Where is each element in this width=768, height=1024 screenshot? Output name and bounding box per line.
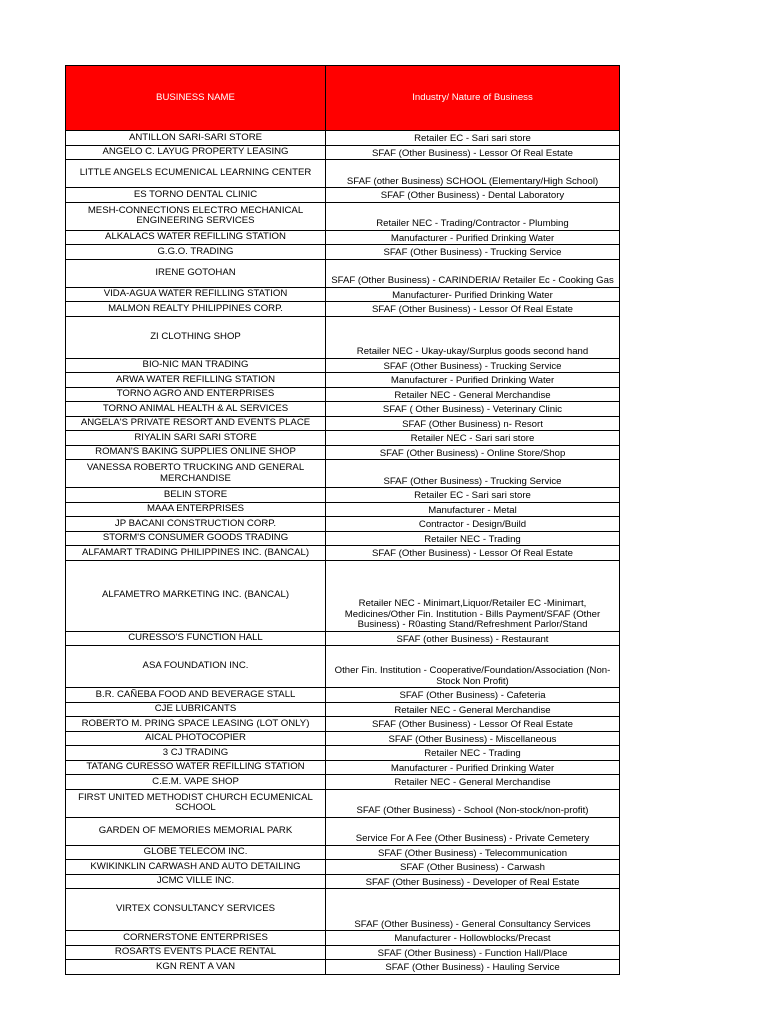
business-name-cell: ALKALACS WATER REFILLING STATION (66, 230, 326, 245)
table-row (66, 188, 620, 203)
business-name-cell: KGN RENT A VAN (66, 960, 326, 975)
industry-cell: SFAF (Other Business) - Cafeteria (326, 688, 620, 703)
industry-cell: SFAF (Other Business) - Online Store/Shop (326, 445, 620, 460)
business-name-cell: MESH-CONNECTIONS ELECTRO MECHANICAL ENGINEERING SERVICES (66, 202, 326, 230)
industry-cell: SFAF (Other Business) - General Consultancy Services (326, 889, 620, 931)
industry-cell: SFAF (Other Business) - Hauling Service (326, 960, 620, 975)
table-row (66, 702, 620, 717)
business-name-cell: ASA FOUNDATION INC. (66, 646, 326, 688)
table-row (66, 460, 620, 488)
business-name-cell: TORNO ANIMAL HEALTH & AL SERVICES (66, 402, 326, 417)
table-row (66, 387, 620, 402)
industry-cell: Retailer NEC - General Merchandise (326, 702, 620, 717)
table-row (66, 402, 620, 417)
industry-cell: Manufacturer - Metal (326, 502, 620, 517)
business-name-cell: CORNERSTONE ENTERPRISES (66, 931, 326, 946)
business-name-cell: LITTLE ANGELS ECUMENICAL LEARNING CENTER (66, 160, 326, 188)
table-row (66, 746, 620, 761)
industry-cell: Retailer NEC - Trading (326, 531, 620, 546)
table-row (66, 160, 620, 188)
business-name-cell: TORNO AGRO AND ENTERPRISES (66, 387, 326, 402)
business-name-cell: IRENE GOTOHAN (66, 259, 326, 287)
business-name-cell: MAAA ENTERPRISES (66, 502, 326, 517)
industry-cell: SFAF (Other Business) - Trucking Service (326, 460, 620, 488)
table-row (66, 517, 620, 532)
industry-cell: Retailer NEC - Minimart,Liquor/Retailer EC -Minimart, Medicines/Other Fin. Institution - Bills Payment/SFAF (Other Business) - R0asting Stand/Refreshment Parlor/Stand (326, 560, 620, 631)
business-name-cell: ALFAMART TRADING PHILIPPINES INC. (BANCAL) (66, 546, 326, 561)
business-name-cell: AICAL PHOTOCOPIER (66, 731, 326, 746)
business-name-cell: JP BACANI CONSTRUCTION CORP. (66, 517, 326, 532)
business-name-cell: ES TORNO DENTAL CLINIC (66, 188, 326, 203)
industry-cell: Other Fin. Institution - Cooperative/Foundation/Association (Non- Stock Non Profit) (326, 646, 620, 688)
table-row (66, 431, 620, 446)
table-row (66, 717, 620, 732)
table-row (66, 259, 620, 287)
table-row (66, 889, 620, 931)
business-name-cell: KWIKINKLIN CARWASH AND AUTO DETAILING (66, 860, 326, 875)
table-row (66, 358, 620, 373)
business-name-cell: ZI CLOTHING SHOP (66, 316, 326, 358)
table-row (66, 845, 620, 860)
industry-cell: SFAF (Other Business) - Miscellaneous (326, 731, 620, 746)
industry-cell: Retailer NEC - Ukay-ukay/Surplus goods second hand (326, 316, 620, 358)
business-name-cell: ROBERTO M. PRING SPACE LEASING (LOT ONLY) (66, 717, 326, 732)
table-row (66, 230, 620, 245)
industry-cell: SFAF (other Business) - Restaurant (326, 631, 620, 646)
table-row (66, 775, 620, 790)
business-name-cell: VIRTEX CONSULTANCY SERVICES (66, 889, 326, 931)
table-row (66, 245, 620, 260)
table-row (66, 445, 620, 460)
business-name-cell: ALFAMETRO MARKETING INC. (BANCAL) (66, 560, 326, 631)
business-name-cell: BIO-NIC MAN TRADING (66, 358, 326, 373)
industry-cell: Retailer NEC - Trading (326, 746, 620, 761)
table-row (66, 145, 620, 160)
table-row (66, 202, 620, 230)
header-business-name: BUSINESS NAME (66, 66, 326, 131)
table-row (66, 316, 620, 358)
industry-cell: Retailer EC - Sari sari store (326, 488, 620, 503)
table-row (66, 131, 620, 146)
table-row (66, 546, 620, 561)
industry-cell: SFAF (Other Business) - Function Hall/Place (326, 945, 620, 960)
industry-cell: Retailer NEC - Sari sari store (326, 431, 620, 446)
table-row (66, 860, 620, 875)
business-name-cell: 3 CJ TRADING (66, 746, 326, 761)
industry-cell: Retailer NEC - General Merchandise (326, 775, 620, 790)
industry-cell: SFAF (Other Business) - Developer of Real Estate (326, 874, 620, 889)
table-row (66, 945, 620, 960)
business-name-cell: ANGELA'S PRIVATE RESORT AND EVENTS PLACE (66, 416, 326, 431)
table-row (66, 646, 620, 688)
industry-cell: Manufacturer - Purified Drinking Water (326, 230, 620, 245)
industry-cell: SFAF (Other Business) - School (Non-stock/non-profit) (326, 789, 620, 817)
table-row (66, 760, 620, 775)
industry-cell: SFAF ( Other Business) - Veterinary Clinic (326, 402, 620, 417)
industry-cell: Manufacturer - Hollowblocks/Precast (326, 931, 620, 946)
header-row (66, 66, 620, 131)
table-row (66, 531, 620, 546)
business-name-cell: VIDA-AGUA WATER REFILLING STATION (66, 287, 326, 302)
business-name-cell: CURESSO'S FUNCTION HALL (66, 631, 326, 646)
industry-cell: SFAF (Other Business) - Telecommunication (326, 845, 620, 860)
table-row (66, 302, 620, 317)
table-row (66, 631, 620, 646)
industry-cell: Manufacturer - Purified Drinking Water (326, 373, 620, 388)
business-table (65, 65, 620, 975)
business-name-cell: GARDEN OF MEMORIES MEMORIAL PARK (66, 817, 326, 845)
business-name-cell: ROSARTS EVENTS PLACE RENTAL (66, 945, 326, 960)
business-name-cell: G.G.O. TRADING (66, 245, 326, 260)
business-name-cell: RIYALIN SARI SARI STORE (66, 431, 326, 446)
business-name-cell: ANGELO C. LAYUG PROPERTY LEASING (66, 145, 326, 160)
industry-cell: Manufacturer- Purified Drinking Water (326, 287, 620, 302)
industry-cell: SFAF (Other Business) - Lessor Of Real Estate (326, 145, 620, 160)
industry-cell: SFAF (Other Business) n- Resort (326, 416, 620, 431)
industry-cell: SFAF (Other Business) - Trucking Service (326, 358, 620, 373)
industry-cell: Retailer NEC - Trading/Contractor - Plumbing (326, 202, 620, 230)
business-name-cell: CJE LUBRICANTS (66, 702, 326, 717)
business-name-cell: STORM'S CONSUMER GOODS TRADING (66, 531, 326, 546)
table-row (66, 488, 620, 503)
business-name-cell: TATANG CURESSO WATER REFILLING STATION (66, 760, 326, 775)
industry-cell: Retailer EC - Sari sari store (326, 131, 620, 146)
industry-cell: SFAF (Other Business) - CARINDERIA/ Retailer Ec - Cooking Gas (326, 259, 620, 287)
industry-cell: Contractor - Design/Build (326, 517, 620, 532)
business-name-cell: MALMON REALTY PHILIPPINES CORP. (66, 302, 326, 317)
business-name-cell: ANTILLON SARI-SARI STORE (66, 131, 326, 146)
table-row (66, 731, 620, 746)
industry-cell: SFAF (Other Business) - Lessor Of Real Estate (326, 717, 620, 732)
business-name-cell: FIRST UNITED METHODIST CHURCH ECUMENICAL SCHOOL (66, 789, 326, 817)
industry-cell: Retailer NEC - General Merchandise (326, 387, 620, 402)
table-row (66, 502, 620, 517)
industry-cell: SFAF (Other Business) - Dental Laboratory (326, 188, 620, 203)
table-row (66, 789, 620, 817)
table-row (66, 931, 620, 946)
table-row (66, 874, 620, 889)
industry-cell: SFAF (Other Business) - Carwash (326, 860, 620, 875)
business-name-cell: B.R. CAÑEBA FOOD AND BEVERAGE STALL (66, 688, 326, 703)
business-name-cell: GLOBE TELECOM INC. (66, 845, 326, 860)
industry-cell: SFAF (other Business) SCHOOL (Elementary/High School) (326, 160, 620, 188)
table-row (66, 688, 620, 703)
industry-cell: SFAF (Other Business) - Trucking Service (326, 245, 620, 260)
table-row (66, 373, 620, 388)
table-row (66, 416, 620, 431)
business-name-cell: BELIN STORE (66, 488, 326, 503)
industry-cell: SFAF (Other Business) - Lessor Of Real Estate (326, 302, 620, 317)
business-name-cell: ARWA WATER REFILLING STATION (66, 373, 326, 388)
table-row (66, 560, 620, 631)
table-row (66, 817, 620, 845)
table-body (66, 131, 620, 975)
business-name-cell: JCMC VILLE INC. (66, 874, 326, 889)
business-name-cell: C.E.M. VAPE SHOP (66, 775, 326, 790)
business-name-cell: VANESSA ROBERTO TRUCKING AND GENERAL MERCHANDISE (66, 460, 326, 488)
industry-cell: SFAF (Other Business) - Lessor Of Real Estate (326, 546, 620, 561)
industry-cell: Service For A Fee (Other Business) - Private Cemetery (326, 817, 620, 845)
industry-cell: Manufacturer - Purified Drinking Water (326, 760, 620, 775)
header-industry: Industry/ Nature of Business (326, 66, 620, 131)
table-row (66, 287, 620, 302)
business-name-cell: ROMAN'S BAKING SUPPLIES ONLINE SHOP (66, 445, 326, 460)
table-row (66, 960, 620, 975)
